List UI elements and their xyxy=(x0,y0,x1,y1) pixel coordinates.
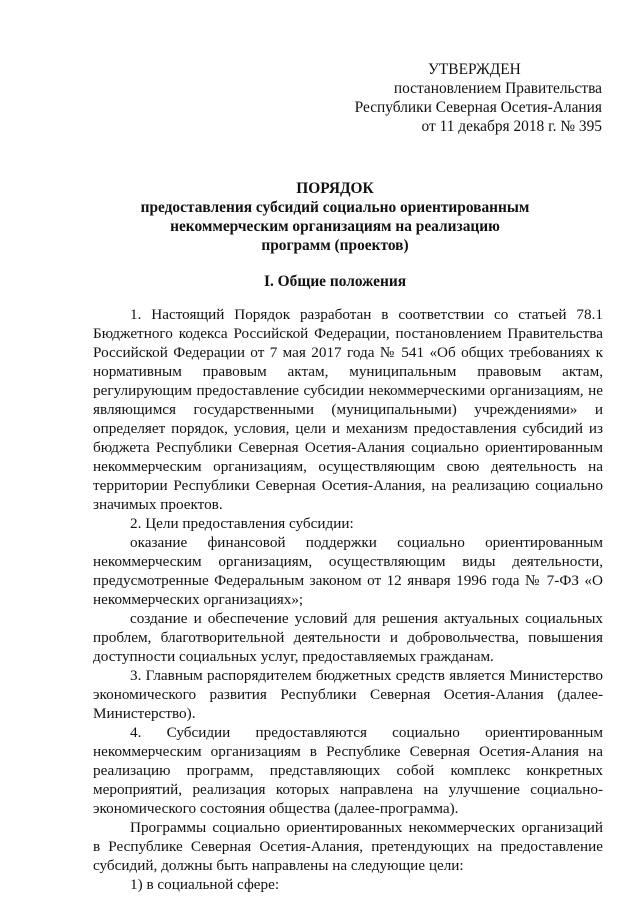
approval-title: УТВЕРЖДЕН xyxy=(428,61,521,78)
title-line-3: программ (проектов) xyxy=(261,237,409,254)
title-line-1: предоставления субсидий социально ориентированным xyxy=(140,199,530,216)
approval-line-3: от 11 декабря 2018 г. № 395 xyxy=(421,118,602,135)
body-text xyxy=(93,305,603,894)
paragraph-7: Программы социально ориентированных некоммерческих организаций в Республике Северная Осетия-Алания, претендующих на предоставление субсидий, должны быть направлены на следующие цели: xyxy=(93,819,603,874)
paragraph-8: 1) в социальной сфере: xyxy=(130,876,280,893)
approval-stamp xyxy=(340,60,602,136)
paragraph-6: 4. Субсидии предоставляются социально ориентированным некоммерческим организациям в Республике Северная Осетия-Алания на реализацию программ, представляющих собой комплекс конкретных мероприятий, реализация которых направлена на улучшение социально-экономического состояния общества (далее-программа). xyxy=(93,724,603,817)
paragraph-2: 2. Цели предоставления субсидии: xyxy=(130,515,354,532)
title-heading: ПОРЯДОК xyxy=(296,180,374,197)
title-line-2: некоммерческим организациям на реализацию xyxy=(170,218,500,235)
section-heading: I. Общие положения xyxy=(263,273,407,290)
paragraph-1: 1. Настоящий Порядок разработан в соответствии со статьей 78.1 Бюджетного кодекса Российской Федерации, постановлением Правительства Российской Федерации от 7 мая 2017 года № 541 «Об общих требованиях к нормативным правовым актам, муниципальным правовым актам, регулирующим предоставление субсидии некоммерческими организациям, не являющимся государственными (муниципальными) учреждениями» и определяет порядок, условия, цели и механизм предоставления субсидий из бюджета Республики Северная Осетия-Алания социально ориентированным некоммерческим организациям, осуществляющим свою деятельность на территории Республики Северная Осетия-Алания, на реализацию социально значимых проектов. xyxy=(93,306,603,513)
paragraph-5: 3. Главным распорядителем бюджетных средств является Министерство экономического развития Республики Северная Осетия-Алания (далее-Министерство). xyxy=(93,667,603,722)
document-title xyxy=(100,179,570,255)
approval-line-1: постановлением Правительства xyxy=(393,80,602,97)
paragraph-3: оказание финансовой поддержки социально ориентированным некоммерческим организациям, осуществляющим виды деятельности, предусмотренные Федеральным законом от 12 января 1996 года № 7-ФЗ «О некоммерческих организациях»; xyxy=(93,534,603,608)
approval-line-2: Республики Северная Осетия-Алания xyxy=(354,99,602,116)
paragraph-4: создание и обеспечение условий для решения актуальных социальных проблем, благотворительной деятельности и добровольчества, повышения доступности социальных услуг, предоставляемых гражданам. xyxy=(93,610,603,665)
